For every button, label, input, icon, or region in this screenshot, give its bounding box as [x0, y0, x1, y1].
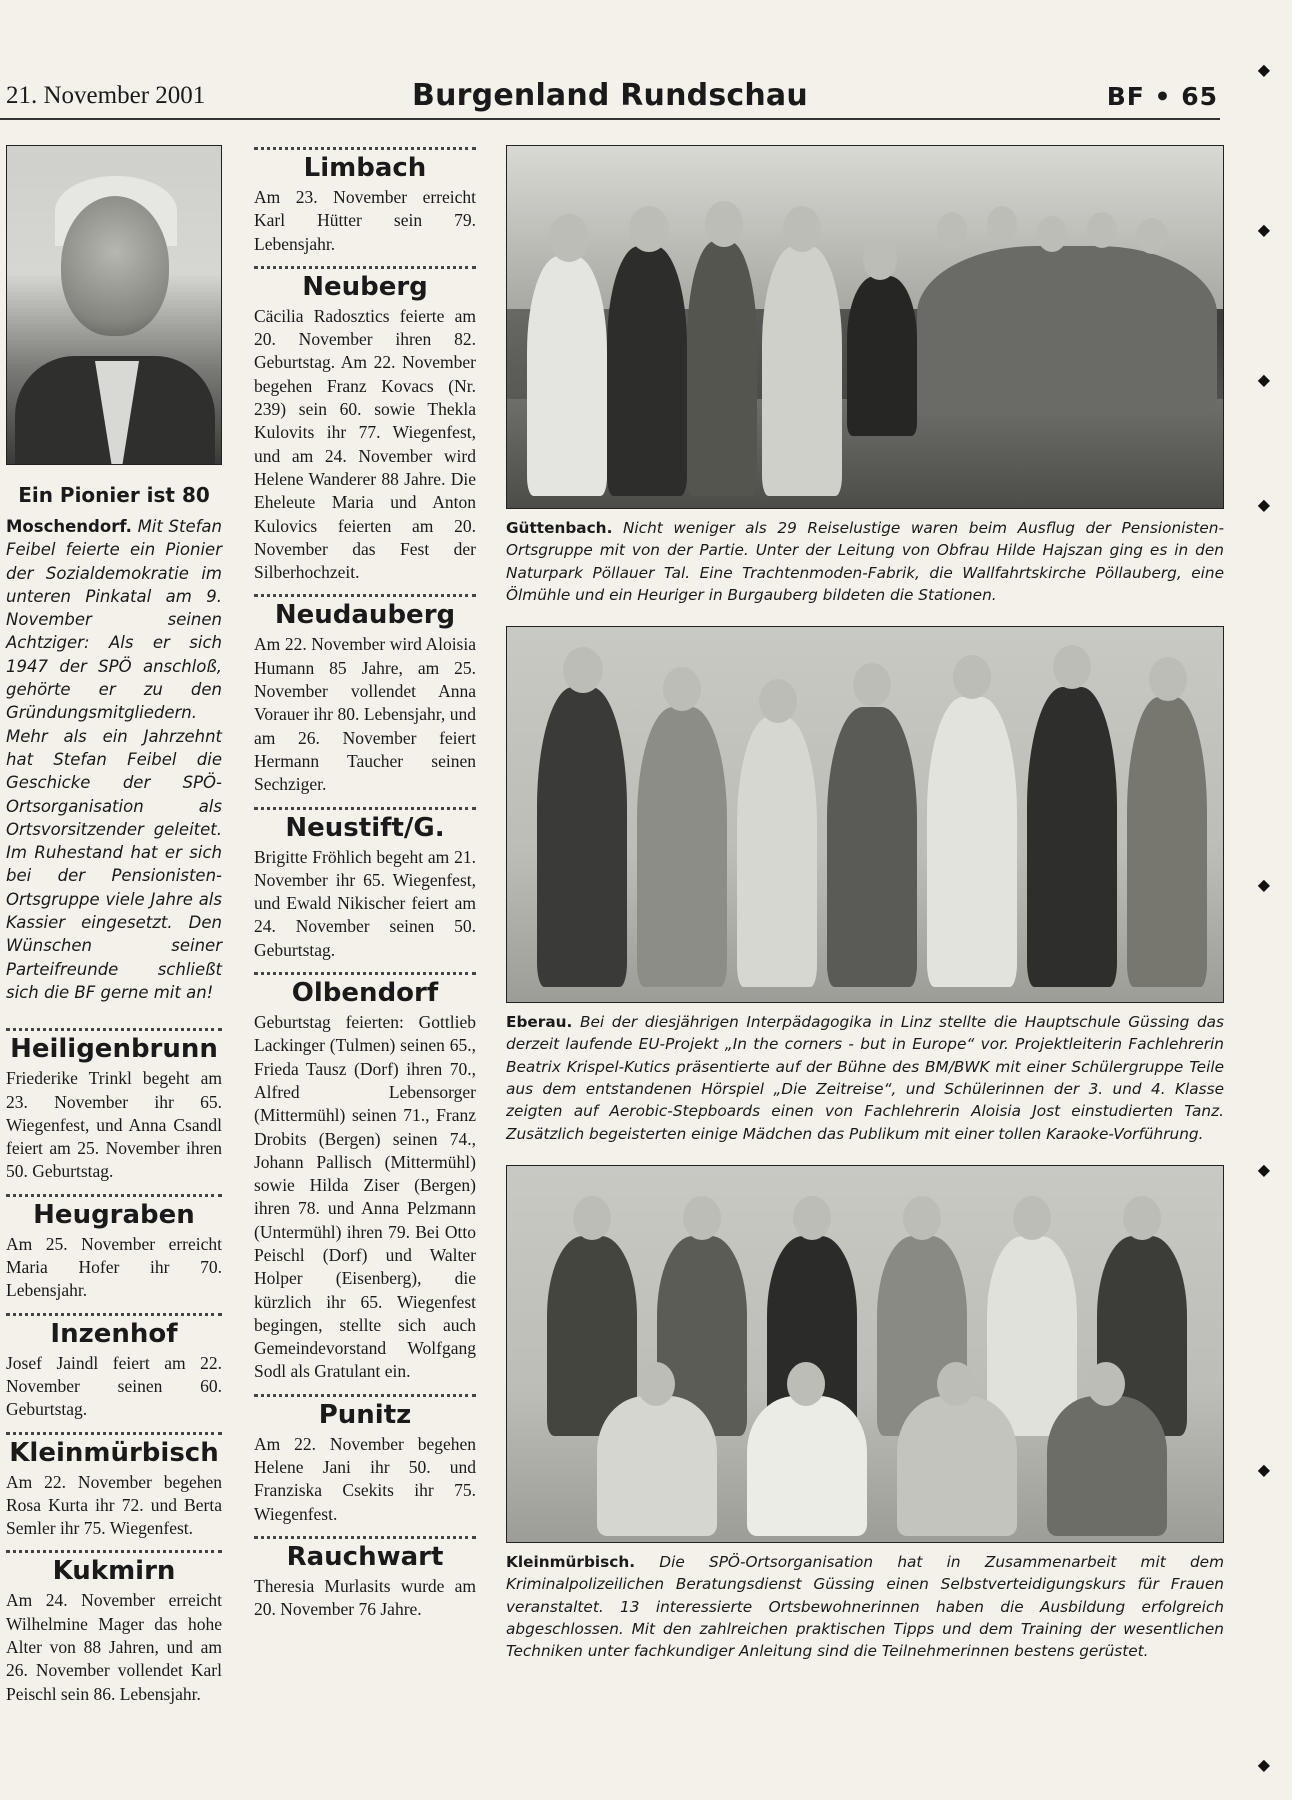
person-head — [1013, 1196, 1051, 1240]
person-head — [637, 1362, 675, 1406]
person-figure — [537, 687, 627, 987]
dotted-divider — [254, 807, 476, 810]
dotted-divider — [6, 1550, 222, 1553]
person-head — [1149, 657, 1187, 701]
birthday-entry: Josef Jaindl feiert am 22. November seinen 60. Geburtstag. — [6, 1352, 222, 1420]
town-heading: Heugraben — [33, 1199, 195, 1230]
town-heading: Limbach — [303, 153, 427, 183]
person-figure — [1047, 1396, 1167, 1536]
person-head — [629, 206, 669, 252]
dotted-divider — [254, 1536, 476, 1539]
dotted-divider — [254, 147, 476, 150]
group-photo-eberau — [506, 626, 1224, 1003]
person-figure — [637, 707, 727, 987]
person-figure — [1127, 697, 1207, 987]
person-figure — [847, 276, 917, 436]
person-head — [573, 1196, 611, 1240]
dotted-divider — [6, 1432, 222, 1435]
article-lead: Moschendorf. — [6, 517, 132, 536]
article-text: Mit Stefan Feibel feierte ein Pionier der Sozialdemokratie im unteren Pinkatal am 9. November seinen Achtziger: Als er sich 1947 der SPÖ anschloß, gehörte er zu den Gründungsmitgliedern. Mehr als ein Jahrzehnt hat Stefan Feibel die Geschicke der SPÖ-Ortsorganisation als Ortsvorsitzender geleitet. Im Ruhestand hat er sich bei der Pensionisten-Ortsgruppe viele Jahre als Kassier eingesetzt. Den Wünschen seiner Parteifreunde schließt sich die BF gerne mit an! — [6, 517, 222, 1002]
person-head — [937, 212, 967, 248]
person-figure — [597, 1396, 717, 1536]
person-figure — [527, 256, 607, 496]
town-heading: Kukmirn — [52, 1556, 176, 1587]
person-head — [549, 214, 589, 262]
person-figure — [607, 246, 687, 496]
birthday-entry: Theresia Murlasits wurde am 20. November 76 Jahre. — [254, 1575, 476, 1620]
column-right — [506, 145, 1224, 1662]
person-figure — [827, 707, 917, 987]
birthday-entry: Geburtstag feierten: Gottlieb Lackinger (Tulmen) seinen 65., Frieda Tausz (Dorf) ihren 70., Alfred Lebensorger (Mittermühl) seinen 71., Franz Drobits (Bergen) seinen 74., Johann Pallisch (Mittermühl) sowie Hilda Ziser (Bergen) ihren 78. und Anna Pelzmann (Untermühl) ihren 79. Bei Otto Peischl (Dorf) und Walter Holper (Eisenberg), die kürzlich ihr 65. Wiegenfest begingen, stellte sich auch Gemeindevorstand Wolfgang Sodl als Gratulant ein. — [254, 1012, 476, 1382]
person-head — [1137, 218, 1167, 254]
caption-lead: Güttenbach. — [506, 519, 613, 537]
town-heading: Olbendorf — [291, 978, 439, 1009]
person-head — [759, 679, 797, 723]
person-head — [1087, 1362, 1125, 1406]
dotted-divider — [254, 594, 476, 597]
scan-mark: ◆ — [1257, 220, 1270, 239]
newspaper-title: Burgenland Rundschau — [412, 78, 808, 113]
portrait-photo — [6, 145, 222, 465]
dotted-divider — [6, 1028, 222, 1031]
birthday-entry: Cäcilia Radosztics feierte am 20. November ihren 82. Geburtstag. Am 22. November begehen Franz Kovacs (Nr. 239) sein 60. sowie Thekla Kulovits ihr 77. Wiegenfest, und am 24. November wird Helene Wanderer 88 Jahre. Die Eheleute Maria und Anton Kulovics feierten am 20. November das Fest der Silberhochzeit. — [254, 305, 476, 583]
birthday-entry: Friederike Trinkl begeht am 23. November ihr 65. Wiegenfest, und Anna Csandl feiert am 25. November ihren 50. Geburtstag. — [6, 1068, 222, 1182]
scan-mark: ◆ — [1257, 875, 1270, 894]
dotted-divider — [254, 1394, 476, 1397]
person-head — [1053, 645, 1091, 689]
person-head — [863, 240, 897, 280]
photo-caption — [506, 1011, 1224, 1145]
town-heading: Neustift/G. — [285, 812, 445, 843]
person-head — [705, 201, 743, 247]
dotted-divider — [6, 1194, 222, 1197]
person-head — [783, 206, 821, 252]
town-heading: Rauchwart — [286, 1541, 444, 1572]
caption-text: Bei der diesjährigen Interpädagogika in Linz stellte die Hauptschule Güssing das derzeit laufende EU-Projekt „In the corners - but in Europe“ vor. Projektleiterin Fachlehrerin Beatrix Krispel-Kutics präsentierte auf der Bühne des BM/BWK mit einer Schülergruppe Teile aus dem entstandenen Hörspiel „Die Zeitreise“, und Schülerinnen der 3. und 4. Klasse zeigten auf Aerobic-Stepboards einen von Fachlehrerin Aloisia Jost einstudierten Tanz. Zusätzlich begeisterten einige Mädchen das Publikum mit einer tollen Karaoke-Vorführung. — [506, 1013, 1224, 1143]
person-head — [563, 647, 603, 693]
town-heading: Inzenhof — [50, 1318, 178, 1349]
birthday-entry: Brigitte Fröhlich begeht am 21. November ihr 65. Wiegenfest, und Ewald Nikischer feiert am 24. November seinen 50. Geburtstag. — [254, 846, 476, 960]
column-left — [6, 145, 222, 1706]
person-figure — [687, 241, 757, 496]
scan-mark: ◆ — [1257, 495, 1270, 514]
caption-text: Die SPÖ-Ortsorganisation hat in Zusammenarbeit mit dem Kriminalpolizeilichen Beratungsdienst Güssing einen Selbstverteidigungskurs für Frauen veranstaltet. 13 interessierte Ortsbewohnerinnen haben die Ausbildung erfolgreich abgeschlossen. Mit den zahlreichen praktischen Tipps und dem Training der wesentlichen Techniken unter fachkundiger Anleitung sind die Teilnehmerinnen bestens gerüstet. — [506, 1552, 1224, 1661]
person-head — [1037, 216, 1067, 252]
person-head — [787, 1362, 825, 1406]
person-figure — [897, 1396, 1017, 1536]
portrait-article — [6, 515, 222, 1004]
person-head — [683, 1196, 721, 1240]
scan-mark: ◆ — [1257, 1460, 1270, 1479]
issue-date: 21. November 2001 — [6, 82, 206, 109]
town-heading: Punitz — [318, 1399, 412, 1430]
portrait-face — [61, 196, 169, 336]
person-head — [953, 655, 991, 699]
scan-mark: ◆ — [1257, 1755, 1270, 1774]
person-head — [663, 667, 701, 711]
person-figure — [762, 246, 842, 496]
birthday-entry: Am 22. November wird Aloisia Humann 85 Jahre, am 25. November vollendet Anna Vorauer ihr 80. Lebensjahr, und am 26. November feiert Hermann Taucher seinen Sechziger. — [254, 634, 476, 795]
column-middle — [254, 145, 476, 1622]
scan-mark: ◆ — [1257, 1160, 1270, 1179]
photo-caption — [506, 517, 1224, 606]
person-figure — [1027, 687, 1117, 987]
person-head — [937, 1362, 975, 1406]
birthday-entry: Am 23. November erreicht Karl Hütter sein 79. Lebensjahr. — [254, 187, 476, 254]
person-head — [853, 663, 891, 707]
person-head — [1087, 212, 1117, 248]
group-photo-kleinmuerbisch — [506, 1165, 1224, 1543]
scan-mark: ◆ — [1257, 60, 1270, 79]
town-heading: Heiligenbrunn — [10, 1034, 218, 1065]
birthday-entry: Am 22. November begehen Rosa Kurta ihr 72. und Berta Semler ihr 75. Wiegenfest. — [6, 1471, 222, 1539]
person-figure — [987, 1236, 1077, 1436]
person-head — [1123, 1196, 1161, 1240]
group-photo-guettenbach — [506, 145, 1224, 509]
dotted-divider — [254, 972, 476, 975]
person-head — [793, 1196, 831, 1240]
town-heading: Neuberg — [302, 271, 428, 302]
person-figure — [737, 717, 817, 987]
photo-caption — [506, 1551, 1224, 1662]
person-figure — [747, 1396, 867, 1536]
dotted-divider — [6, 1313, 222, 1316]
dotted-divider — [254, 266, 476, 269]
page-header — [0, 78, 1220, 120]
portrait-caption-title: Ein Pionier ist 80 — [18, 483, 210, 507]
birthday-entry: Am 24. November erreicht Wilhelmine Mager das hohe Alter von 88 Jahren, und am 26. November vollendet Karl Peischl sein 86. Lebensjahr. — [6, 1590, 222, 1704]
scan-mark: ◆ — [1257, 370, 1270, 389]
person-head — [903, 1196, 941, 1240]
person-head — [987, 206, 1017, 242]
birthday-entry: Am 25. November erreicht Maria Hofer ihr 70. Lebensjahr. — [6, 1233, 222, 1301]
person-figure — [927, 697, 1017, 987]
birthday-entry: Am 22. November begehen Helene Jani ihr 50. und Franziska Csekits ihr 75. Wiegenfest. — [254, 1433, 476, 1524]
caption-lead: Kleinmürbisch. — [506, 1552, 636, 1571]
caption-text: Nicht weniger als 29 Reiselustige waren beim Ausflug der Pensionisten-Ortsgruppe mit von der Partie. Unter der Leitung von Obfrau Hilde Hajszan ging es in den Naturpark Pöllauer Tal. Eine Trachtenmoden-Fabrik, die Wallfahrtskirche Pöllauberg, eine Ölmühle und ein Heuriger in Burgauberg bildeten die Stationen. — [506, 519, 1224, 604]
town-heading: Neudauberg — [274, 600, 456, 631]
town-heading: Kleinmürbisch — [9, 1437, 219, 1468]
page-number: BF • 65 — [1106, 82, 1218, 111]
crowd-figures — [917, 246, 1217, 416]
caption-lead: Eberau. — [506, 1013, 573, 1032]
